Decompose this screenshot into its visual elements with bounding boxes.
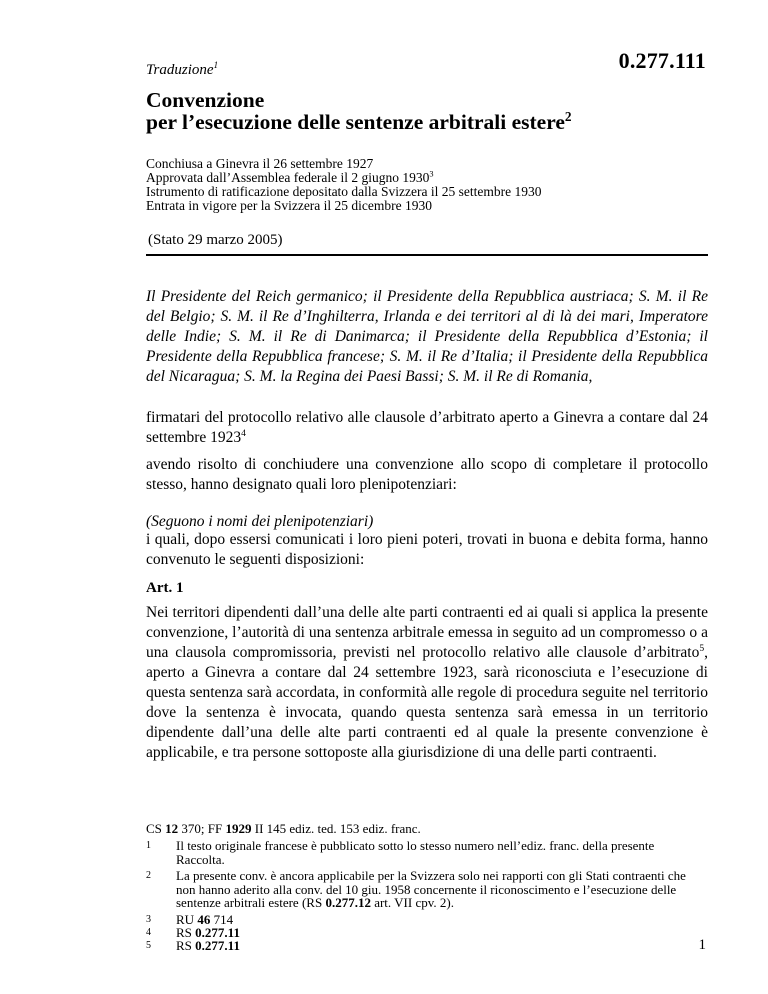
preamble-plenipotentiaries: (Seguono i nomi dei plenipotenziari) — [146, 513, 374, 530]
preamble-agreed: i quali, dopo essersi comunicati i loro pieni poteri, trovati in buona e debita forma, hanno convenuto le seguenti disposizioni: — [146, 531, 708, 568]
meta-approved: Approvata dall’Assemblea federale il 2 giugno 1930$^3$ — [146, 169, 434, 185]
footnote-text: RS 0.277.11 — [176, 925, 240, 940]
document-metadata — [146, 157, 542, 213]
meta-concluded: Conchiusa a Ginevra il 26 settembre 1927 — [146, 156, 374, 171]
footnote-2 — [146, 869, 706, 910]
article-1-text: Nei territori dipendenti dall’una delle alte parti contraenti ed ai quali si applica la presente convenzione, l’autorità di una sentenza arbitrale emessa in seguito ad un compromesso o a una clausola compromissoria, previsti nel protocollo relativo alle clausole d’arbitrato$^5$, aperto a Ginevra a contare dal 24 settembre 1923, sarà riconosciuta e l’esecuzione di questa sentenza sarà accordata, in conformità alle regole di procedura seguite nel territorio dove la sentenza è invocata, quando questa sentenza sarà emessa in un territorio dipendente dall’una delle alte parti contraenti ed al quale la presente convenzione è applicabile, e tra persone sottoposte alla giurisdizione di una delle parti contraenti. — [146, 604, 708, 761]
footnote-text: RS 0.277.11 — [176, 938, 240, 953]
footnote-ref-5: 5 — [699, 642, 705, 654]
title-line-1: Convenzione — [146, 88, 265, 112]
footnote-ref-3: 3 — [429, 169, 434, 179]
footnote-1 — [146, 839, 706, 866]
footnote-source: CS 12 370; FF 1929 II 145 ediz. ted. 153 ediz. franc. — [146, 821, 421, 836]
meta-entry-into-force: Entrata in vigore per la Svizzera il 25 dicembre 1930 — [146, 198, 433, 213]
preamble-signatories: firmatari del protocollo relativo alle clausole d’arbitrato aperto a Ginevra a contare dal 24 settembre 1923$^4$ — [146, 409, 708, 446]
footnote-number: 5 — [146, 940, 151, 951]
footnote-number: 4 — [146, 927, 151, 938]
footnote-5 — [146, 939, 706, 953]
meta-ratification: Istrumento di ratificazione depositato dalla Svizzera il 25 settembre 1930 — [146, 184, 542, 199]
footnote-number: 2 — [146, 870, 151, 881]
footnote-text: La presente conv. è ancora applicabile per la Svizzera solo nei rapporti con gli Stati contraenti che non hanno aderito alla conv. del 10 giu. 1958 concernente il riconoscimento e l’esecuzione delle sentenze arbitrali estere (RS 0.277.12 art. VII cpv. 2). — [176, 868, 686, 910]
footnote-ref-2: 2 — [564, 108, 572, 124]
preamble-resolved: avendo risolto di conchiudere una convenzione allo scopo di completare il protocollo stesso, hanno designato quali loro plenipotenziari: — [146, 456, 708, 493]
footnote-text: RU 46 714 — [176, 912, 234, 927]
footnote-number: 3 — [146, 914, 151, 925]
footnote-ref-1: 1 — [213, 61, 219, 71]
title-line-2: per l’esecuzione delle sentenze arbitrali estere$^2$ — [146, 108, 572, 134]
footnote-text: Il testo originale francese è pubblicato sotto lo stesso numero nell’ediz. franc. della presente Raccolta. — [176, 838, 655, 867]
footnote-number: 1 — [146, 840, 151, 851]
status-date: (Stato 29 marzo 2005) — [148, 232, 283, 248]
page-number: 1 — [698, 937, 706, 953]
sr-number: 0.277.111 — [618, 48, 706, 73]
article-1-heading: Art. 1 — [146, 580, 184, 596]
translation-label: Traduzione$^1$ — [146, 61, 219, 78]
document-title — [146, 89, 706, 133]
footnote-ref-4: 4 — [241, 427, 246, 439]
preamble-parties: Il Presidente del Reich germanico; il Presidente della Repubblica austriaca; S. M. il Re del Belgio; S. M. il Re d’Inghilterra, Irlanda e dei territori al di là dei mari, Imperatore delle Indie; S. M. il Re di Danimarca; il Presidente della Repubblica d’Estonia; il Presidente della Repubblica francese; S. M. il Re d’Italia; il Presidente della Repubblica del Nicaragua; S. M. la Regina dei Paesi Bassi; S. M. il Re di Romania, — [146, 288, 708, 385]
header-divider — [146, 254, 708, 256]
